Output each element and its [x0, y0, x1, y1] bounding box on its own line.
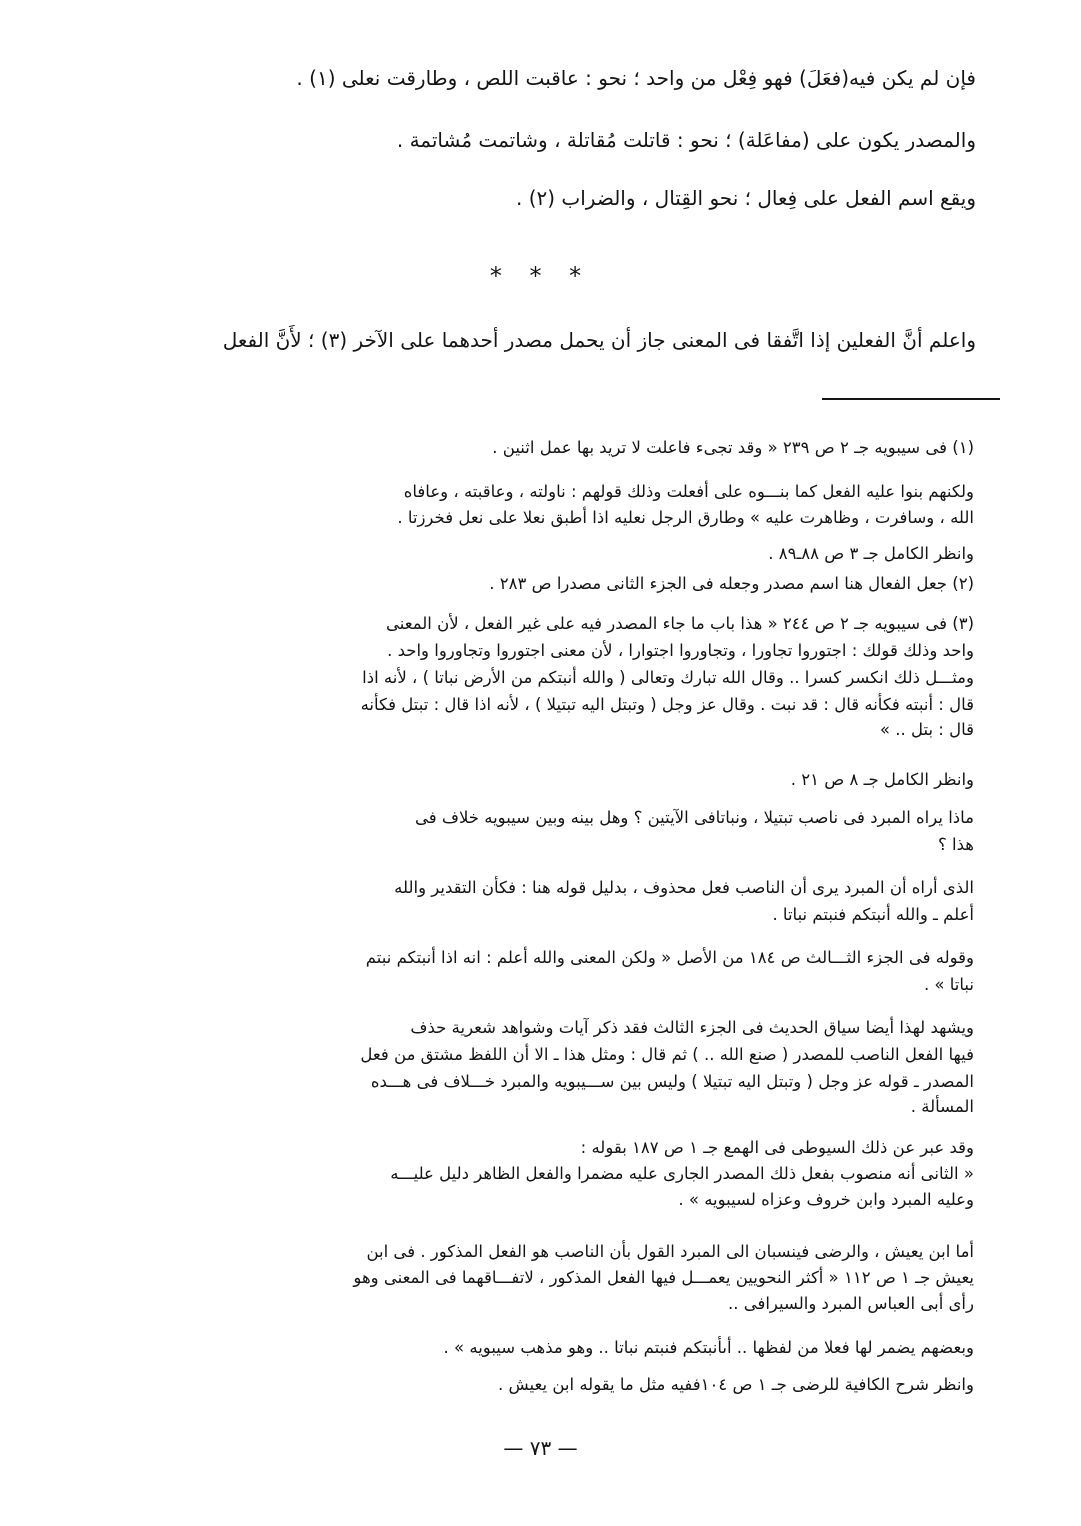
footnote-line: هذا ؟: [938, 835, 974, 854]
footnote-line: رأى أبى العباس المبرد والسيرافى ..: [727, 1294, 974, 1313]
footnote-line: يعيش جـ ١ ص ١١٢ « أكثر النحويين يعمـــل فيها الفعل المذكور ، لاتفـــاقهما فى المعنى وهو: [353, 1268, 974, 1287]
footnote-line: أما ابن يعيش ، والرضى فينسبان الى المبرد القول بأن الناصب هو الفعل المذكور . فى ابن: [366, 1242, 974, 1261]
footnote-line: نباتا » .: [923, 975, 974, 994]
footnote-line: ولكنهم بنوا عليه الفعل كما بنـــوه على أفعلت وذلك قولهم : ناولته ، وعاقبته ، وعافاه: [403, 482, 974, 501]
footnote-line: وانظر شرح الكافية للرضى جـ ١ ص ١٠٤ففيه مثل ما يقوله ابن يعيش .: [498, 1375, 974, 1394]
footnote-rule: [822, 398, 1000, 400]
footnote-line: وقوله فى الجزء الثـــالث ص ١٨٤ من الأصل « ولكن المعنى والله أعلم : انه اذا أنبتكم نبتم: [365, 948, 974, 967]
footnote-line: وانظر الكامل جـ ٣ ص ٨٨ـ٨٩ .: [768, 544, 974, 563]
footnote-line: وعليه المبرد وابن خروف وعزاه لسيبويه » .: [678, 1190, 974, 1209]
footnote-line: الله ، وسافرت ، وظاهرت عليه » وطارق الرجل نعليه اذا أطبق نعلا على نعل فخرزتا .: [397, 508, 974, 527]
footnote-line: وانظر الكامل جـ ٨ ص ٢١ .: [790, 770, 974, 789]
footnote-line: المسألة .: [910, 1097, 974, 1116]
footnote-line: ومثـــل ذلك انكسر كسرا .. وقال الله تبارك وتعالى ( والله أنبتكم من الأرض نباتا ) ، لأنه اذا: [362, 668, 974, 687]
footnote-line: الذى أراه أن المبرد يرى أن الناصب فعل محذوف ، بدليل قوله هنا : فكأن التقدير والله: [394, 878, 974, 897]
footnote-line: وبعضهم يضمر لها فعلا من لفظها .. أىأنبتكم فنبتم نباتا .. وهو مذهب سيبويه » .: [443, 1338, 974, 1357]
footnote-line: قال : أنبته فكأنه قال : قد نبت . وقال عز وجل ( وتبتل اليه تبتيلا ) ، لأنه اذا قال : تبتل فكأنه: [360, 695, 974, 714]
main-line-1: فإن لم يكن فيه(فعَلَ) فهو فِعْل من واحد ؛ نحو : عاقبت اللص ، وطارقت نعلى (١) .: [296, 66, 976, 90]
footnote-line: (٣) فى سيبويه جـ ٢ ص ٢٤٤ « هذا باب ما جاء المصدر فيه على غير الفعل ، لأن المعنى: [386, 614, 974, 633]
footnote-line: وقد عبر عن ذلك السيوطى فى الهمع جـ ١ ص ١٨٧ بقوله :: [580, 1138, 974, 1157]
footnote-line: فيها الفعل الناصب للمصدر ( صنع الله .. ) ثم قال : ومثل هذا ـ الا أن اللفظ مشتق من فعل: [360, 1045, 974, 1064]
footnote-line: قال : بتل .. »: [879, 720, 974, 739]
main-line-3: ويقع اسم الفعل على فِعال ؛ نحو القِتال ، والضراب (٢) .: [515, 186, 976, 210]
footnote-line: المصدر ـ قوله عز وجل ( وتبتل اليه تبتيلا ) وليس بين ســـيبويه والمبرد خـــلاف فى هـــده: [370, 1072, 974, 1091]
main-line-2: والمصدر يكون على (مفاعَلة) ؛ نحو : قاتلت مُقاتلة ، وشاتمت مُشاتمة .: [396, 128, 976, 152]
footnote-line: (٢) جعل الفعال هنا اسم مصدر وجعله فى الجزء الثانى مصدرا ص ٢٨٣ .: [489, 574, 974, 593]
footnote-line: واحد وذلك قولك : اجتوروا تجاورا ، وتجاوروا اجتوارا ، لأن معنى اجتوروا وتجاوروا واحد .: [387, 641, 974, 660]
footnote-line: أعلم ـ والله أنبتكم فنبتم نباتا .: [772, 905, 974, 924]
footnote-line: (١) فى سيبويه جـ ٢ ص ٢٣٩ « وقد تجىء فاعلت لا تريد بها عمل اثنين .: [492, 438, 974, 457]
footnote-line: ويشهد لهذا أيضا سياق الحديث فى الجزء الثالث فقد ذكر آيات وشواهد شعرية حذف: [410, 1018, 974, 1037]
page-number: — ٧٣ —: [503, 1436, 578, 1460]
footnote-line: « الثانى أنه منصوب بفعل ذلك المصدر الجارى عليه مضمرا والفعل الظاهر دليل عليـــه: [390, 1164, 974, 1183]
main-line-continuation: واعلم أنَّ الفعلين إذا اتَّفقا فى المعنى جاز أن يحمل مصدر أحدهما على الآخر (٣) ؛ لأَنَّ الفعل: [222, 328, 976, 352]
footnote-line: ماذا يراه المبرد فى ناصب تبتيلا ، ونباتافى الآيتين ؟ وهل بينه وبين سيبويه خلاف فى: [414, 808, 974, 827]
section-separator: * * *: [489, 262, 592, 290]
